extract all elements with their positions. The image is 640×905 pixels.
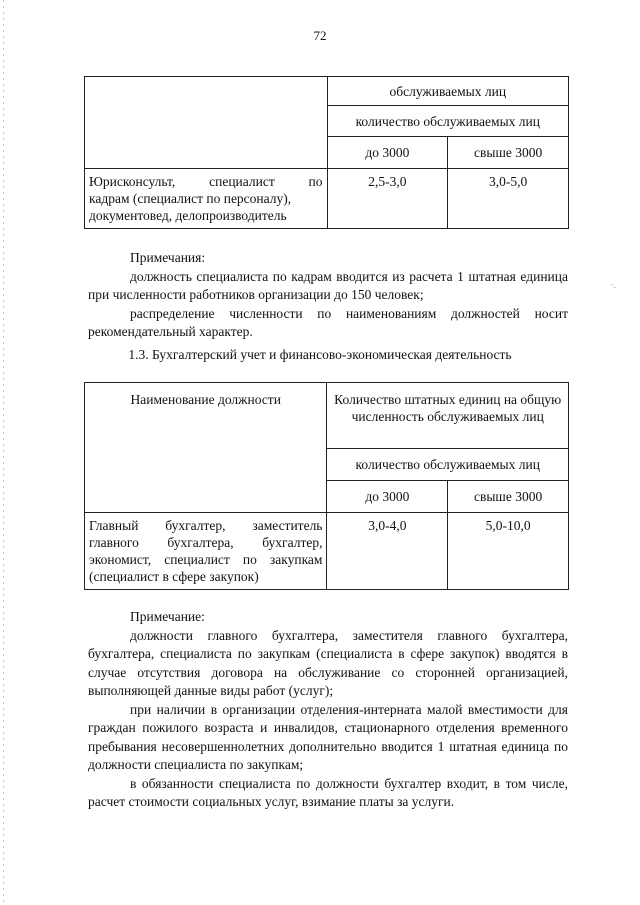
table2-col-b: свыше 3000 [448, 481, 569, 513]
table1-row-position-line: документовед, делопроизводитель [89, 208, 287, 223]
table1-row-position-line: кадрам (специалист по персоналу), [89, 191, 292, 206]
table1-col-b: свыше 3000 [448, 137, 569, 169]
table2-row-position-line: Главный бухгалтер, заместитель [89, 518, 323, 533]
table2-header-sub: количество обслуживаемых лиц [327, 449, 569, 481]
table1-row-position [85, 169, 328, 229]
staffing-table-2 [84, 382, 569, 590]
notes1-paragraph: должность специалиста по кадрам вводится из расчета 1 штатная единица при численности работников организации до 150 человек; [88, 268, 568, 302]
table1-header-top: обслуживаемых лиц [327, 77, 568, 106]
notes2-paragraph: в обязанности специалиста по должности бухгалтер входит, в том числе, расчет стоимости социальных услуг, взимание платы за услуги. [88, 775, 568, 809]
table2-row-value-b: 5,0-10,0 [448, 513, 569, 590]
table1-row-value-a: 2,5-3,0 [327, 169, 448, 229]
staffing-table-1 [84, 76, 569, 229]
scan-edge-dots: ·. [610, 280, 616, 290]
table2-header-count: Количество штатных единиц на общую численность обслуживаемых лиц [327, 383, 569, 449]
notes1-paragraph: распределение численности по наименованиям должностей носит рекомендательный характер. [88, 305, 568, 339]
table1-col-a: до 3000 [327, 137, 448, 169]
table1-row-position-line: Юрисконсульт, специалист по [89, 174, 323, 189]
table2-row-position-line: главного бухгалтера, бухгалтер, [89, 535, 323, 550]
table1-header-position-cell [85, 77, 328, 169]
table2-row-position [85, 513, 327, 590]
section-title: 1.3. Бухгалтерский учет и финансово-экономическая деятельность [128, 347, 512, 362]
notes1-heading: Примечания: [130, 250, 206, 265]
scan-edge-mark [3, 0, 4, 905]
page-number: 72 [313, 28, 327, 43]
notes2-paragraph: при наличии в организации отделения-интерната малой вместимости для граждан пожилого возраста и инвалидов, стационарного отделения временного пребывания несовершеннолетних дополнительно вводится 1 штатная единица по должности специалиста по закупкам; [88, 701, 568, 772]
table2-col-a: до 3000 [327, 481, 448, 513]
notes2-paragraph: должности главного бухгалтера, заместителя главного бухгалтера, бухгалтера, специалиста по закупкам (специалиста в сфере закупок) вводятся в случае отсутствия договора на обслуживание со сторонней организацией, выполняющей данные виды работ (услуг); [88, 627, 568, 698]
table2-row-value-a: 3,0-4,0 [327, 513, 448, 590]
notes2-heading: Примечание: [130, 609, 205, 624]
notes-block-2 [88, 608, 568, 812]
table2-header-position: Наименование должности [85, 383, 327, 513]
table2-row-position-line: экономист, специалист по закупкам [89, 552, 323, 567]
table1-header-sub: количество обслуживаемых лиц [327, 106, 568, 137]
table1-row-value-b: 3,0-5,0 [448, 169, 569, 229]
table2-row-position-line: (специалист в сфере закупок) [89, 569, 259, 584]
notes-block-1 [88, 249, 568, 342]
